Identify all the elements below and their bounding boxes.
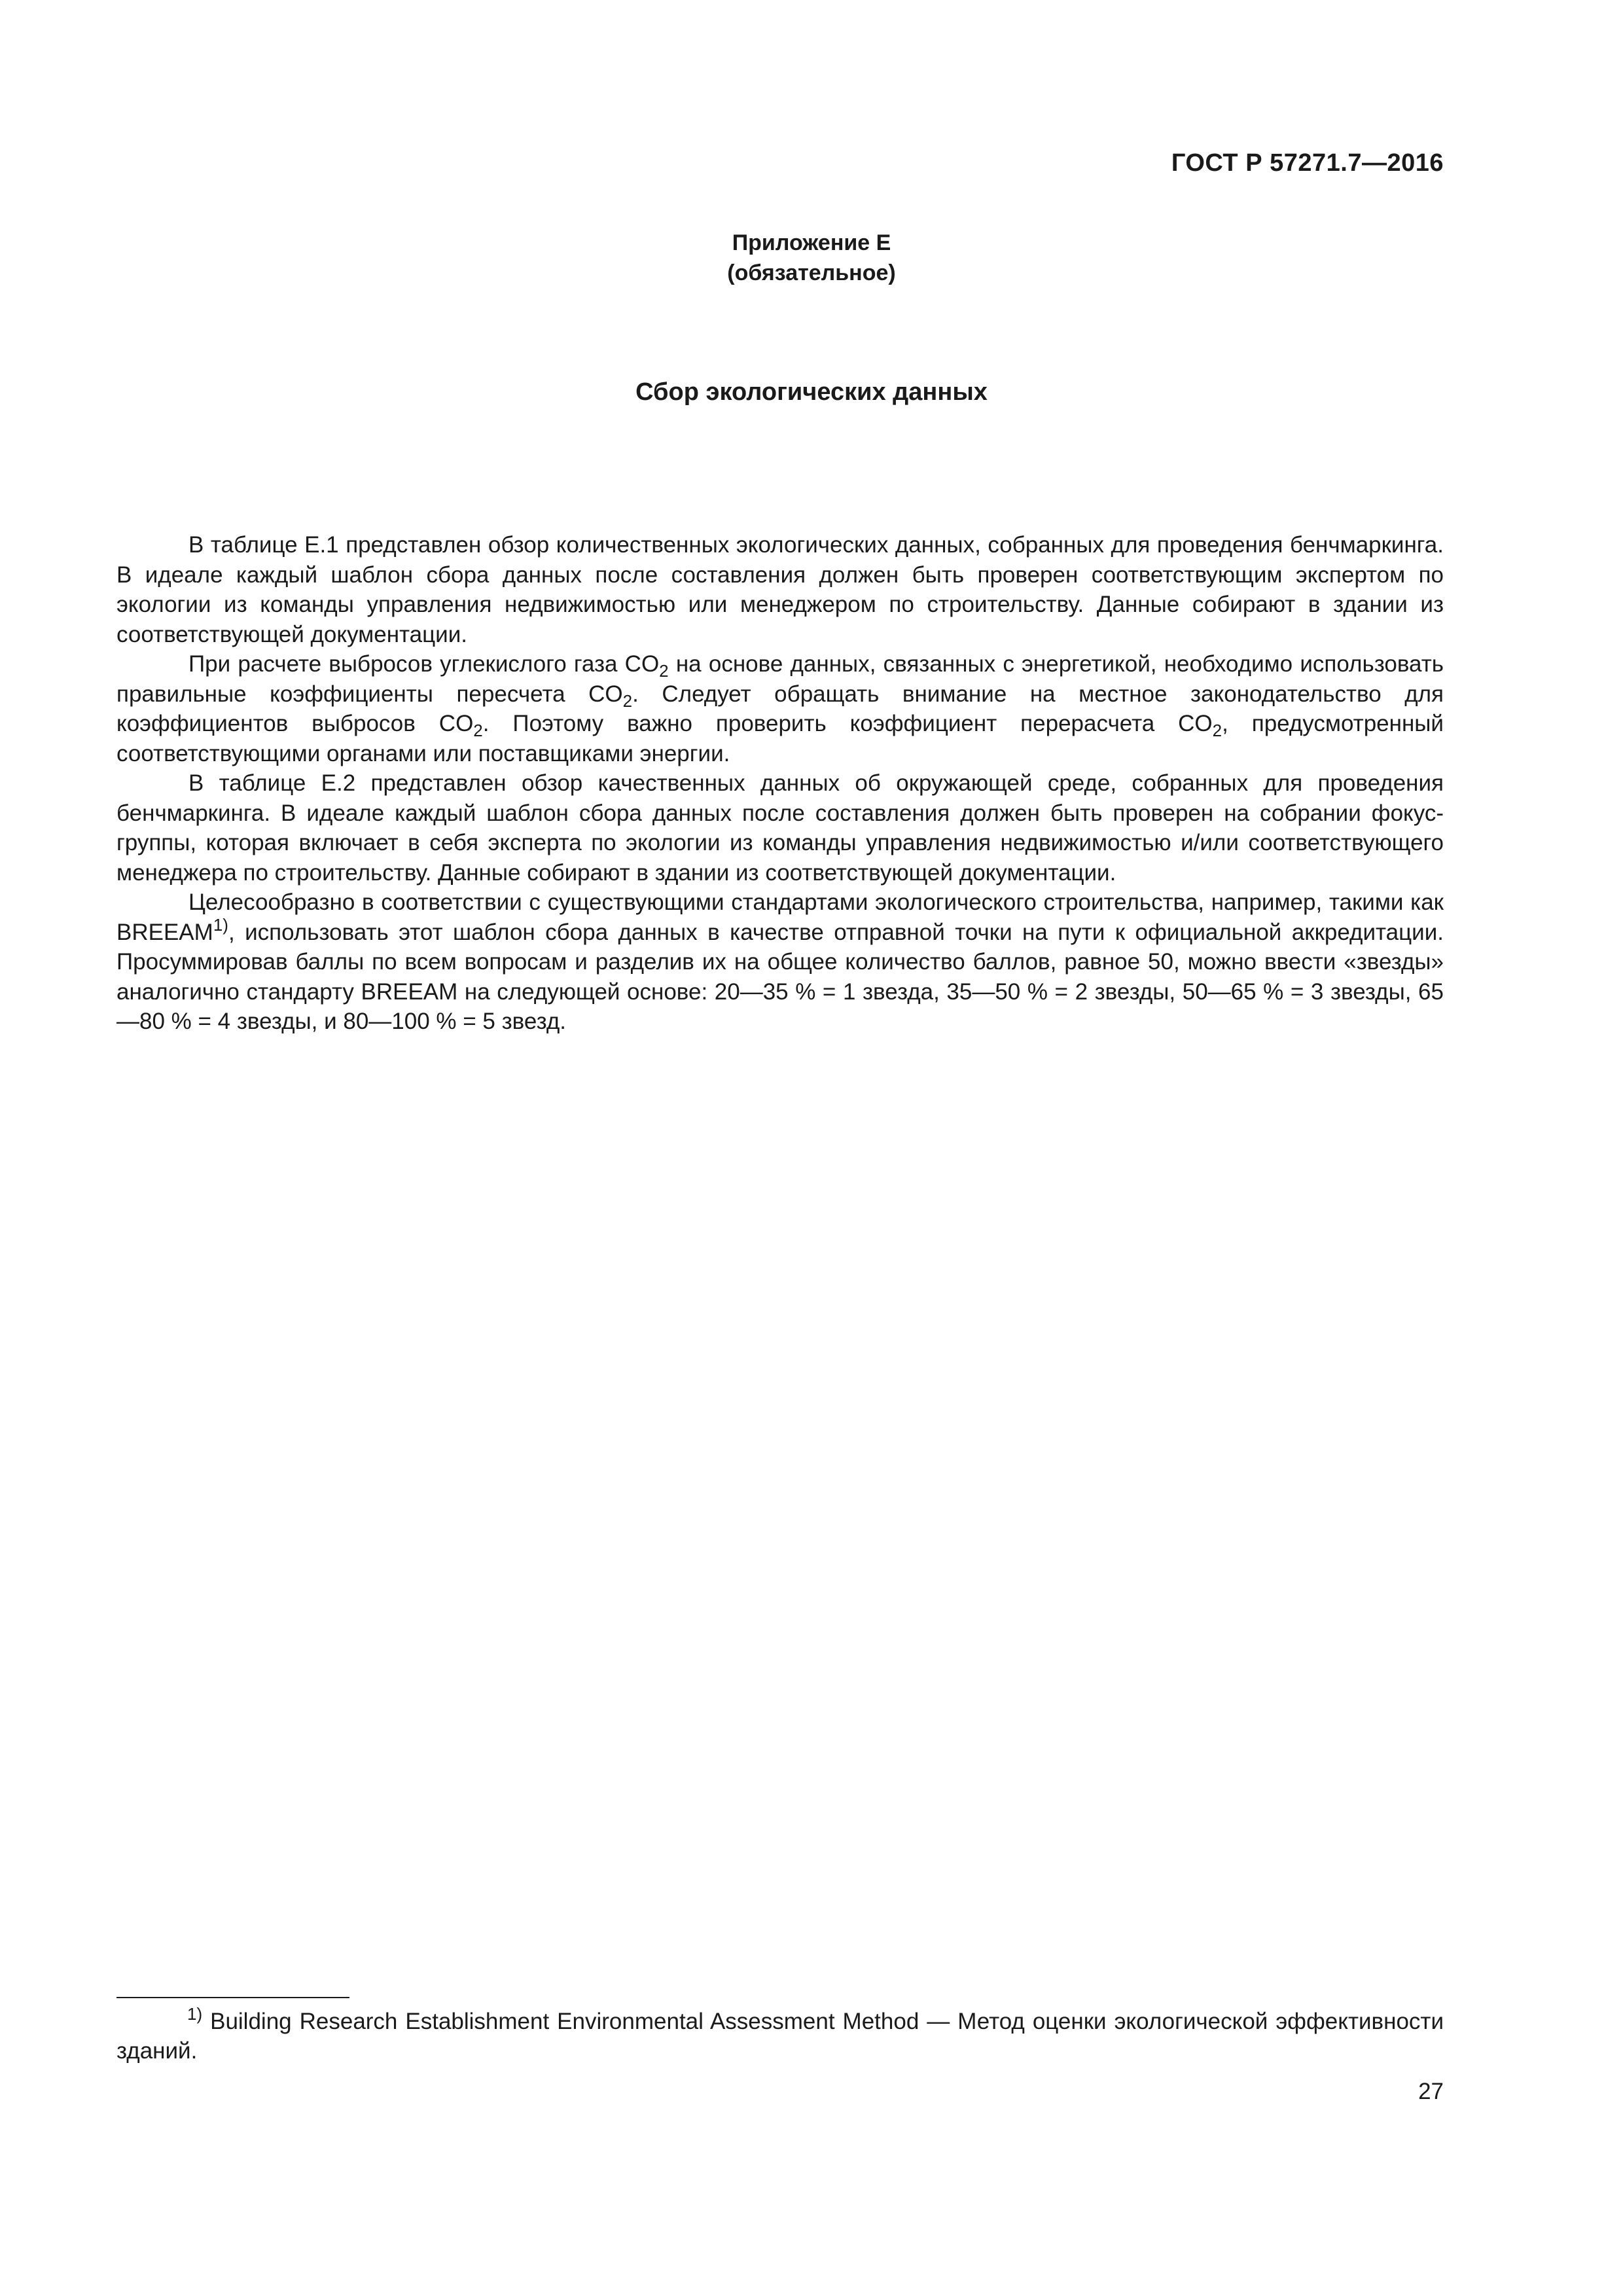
co2-subscript: 2 bbox=[659, 661, 669, 681]
appendix-status: (обязательное) bbox=[727, 260, 896, 285]
body-text bbox=[116, 530, 1444, 1037]
section-title: Сбор экологических данных bbox=[635, 378, 988, 406]
paragraph-2-part-d: . Поэтому важно проверить коэффициент перерасчета CO bbox=[482, 711, 1213, 736]
footnote-marker: 1) bbox=[187, 2004, 203, 2024]
paragraph-3: В таблице Е.2 представлен обзор качественных данных об окружающей среде, собранных для проведения бенчмаркинга. В идеале каждый шаблон сбора данных после составления должен быть проверен на собрании фокус-группы, которая включает в себя эксперта по экологии из команды управления недвижимостью и/или соответствующего менеджера по строительству. Данные собирают в здании из соответствующей документации. bbox=[116, 770, 1444, 886]
co2-subscript: 2 bbox=[1212, 721, 1222, 740]
document-id: ГОСТ Р 57271.7—2016 bbox=[1171, 149, 1444, 177]
footnote bbox=[116, 2004, 1444, 2066]
paragraph-2-part-c: . Следует обращать внимание на местное законодательство для коэффициентов выбросов CO bbox=[116, 681, 1444, 736]
paragraph-4-part-b: , использовать этот шаблон сбора данных в качестве отправной точки на пути к официальной аккредитации. Просуммировав баллы по всем вопросам и разделив их на общее количество баллов, равное 50, можно ввести «звезды» аналогично стандарту BREEAM на следующей основе: 20—35 % = 1 звезда, 35—50 % = 2 звезды, 50—65 % = 3 звезды, 65—80 % = 4 звезды, и 80—100 % = 5 звезд. bbox=[116, 919, 1444, 1034]
footnote-reference[interactable]: 1) bbox=[213, 914, 228, 935]
co2-subscript: 2 bbox=[473, 721, 483, 740]
paragraph-2 bbox=[116, 649, 1444, 768]
paragraph-2-part-a: При расчете выбросов углекислого газа CO bbox=[188, 651, 660, 677]
co2-subscript: 2 bbox=[622, 691, 633, 711]
paragraph-2-part-e: , предусмотренный соответствующими органами или поставщиками энергии. bbox=[116, 711, 1444, 766]
paragraph-2-part-b: на основе данных, связанных с энергетикой, необходимо использовать правильные коэффициенты пересчета CO bbox=[116, 651, 1444, 707]
appendix-heading bbox=[0, 228, 1623, 288]
paragraph-4-part-a: Целесообразно в соответствии с существующими стандартами экологического строительства, например, такими как BREEAM bbox=[116, 889, 1444, 945]
page-number: 27 bbox=[1418, 2079, 1444, 2104]
footnote-divider bbox=[116, 1997, 349, 1998]
paragraph-4 bbox=[116, 888, 1444, 1037]
appendix-title: Приложение Е bbox=[732, 230, 891, 255]
paragraph-1: В таблице Е.1 представлен обзор количественных экологических данных, собранных для проведения бенчмаркинга. В идеале каждый шаблон сбора данных после составления должен быть проверен соответствующим экспертом по экологии из команды управления недвижимостью или менеджером по строительству. Данные собирают в здании из соответствующей документации. bbox=[116, 532, 1444, 647]
footnote-text: Building Research Establishment Environmental Assessment Method — Метод оценки экологической эффективности зданий. bbox=[116, 2009, 1444, 2064]
